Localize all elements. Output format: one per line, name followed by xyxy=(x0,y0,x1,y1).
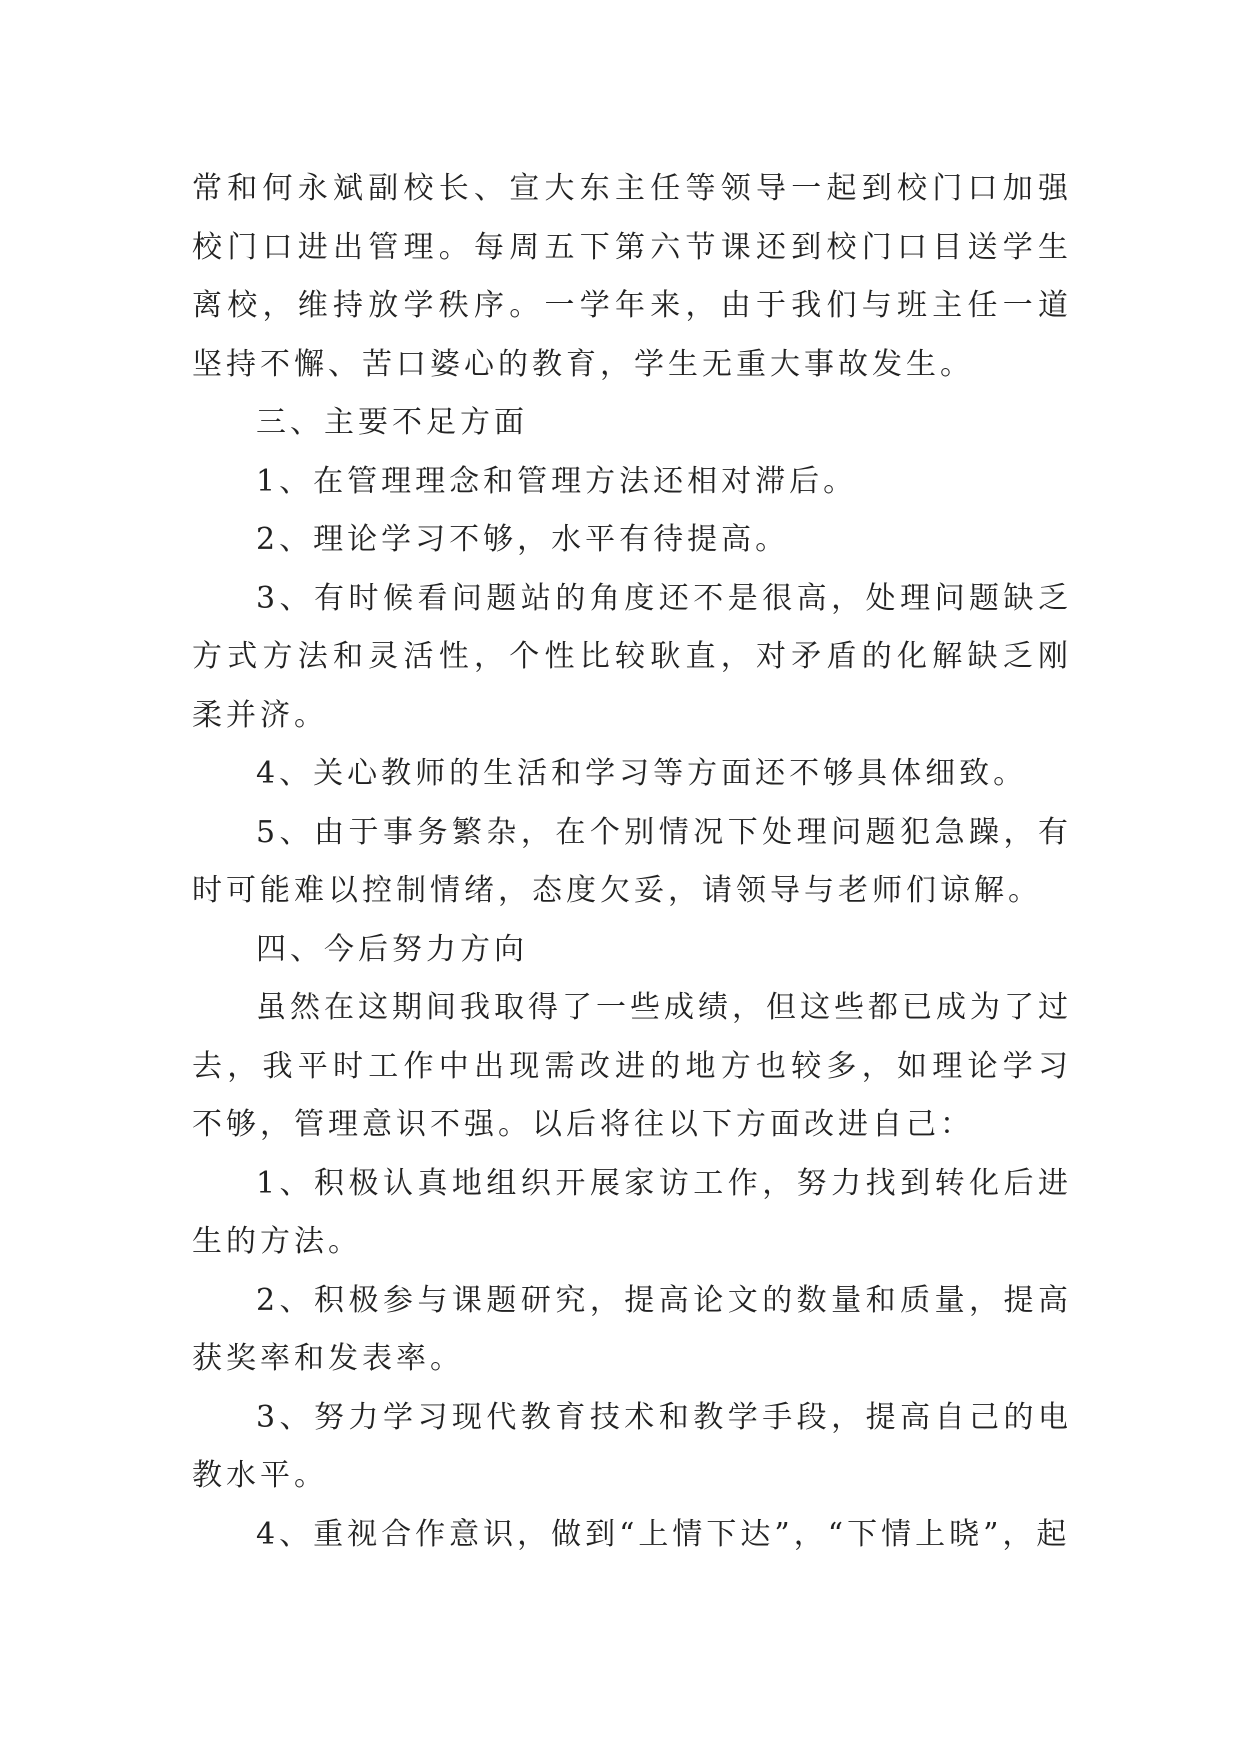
document-body xyxy=(192,160,1072,1564)
shortcoming-item-3: 3、有时候看问题站的角度还不是很高，处理问题缺乏方式方法和灵活性，个性比较耿直，对矛盾的化解缺乏刚柔并济。 xyxy=(192,580,1072,733)
improvement-item-3: 3、努力学习现代教育技术和教学手段，提高自己的电教水平。 xyxy=(192,1399,1072,1493)
section-heading-future-direction: 四、今后努力方向 xyxy=(256,931,528,967)
paragraph-future-intro: 虽然在这期间我取得了一些成绩，但这些都已成为了过去，我平时工作中出现需改进的地方也较多，如理论学习不够，管理意识不强。以后将往以下方面改进自己： xyxy=(192,990,1072,1142)
shortcoming-item-2: 2、理论学习不够，水平有待提高。 xyxy=(256,522,790,557)
shortcoming-item-5: 5、由于事务繁杂，在个别情况下处理问题犯急躁，有时可能难以控制情绪，态度欠妥，请领导与老师们谅解。 xyxy=(192,814,1072,908)
paragraph-school-gate-management: 常和何永斌副校长、宣大东主任等领导一起到校门口加强校门口进出管理。每周五下第六节课还到校门口目送学生离校，维持放学秩序。一学年来，由于我们与班主任一道坚持不懈、苦口婆心的教育，学生无重大事故发生。 xyxy=(192,171,1072,382)
improvement-item-2: 2、积极参与课题研究，提高论文的数量和质量，提高获奖率和发表率。 xyxy=(192,1282,1072,1376)
improvement-item-1: 1、积极认真地组织开展家访工作，努力找到转化后进生的方法。 xyxy=(192,1165,1072,1259)
section-heading-shortcomings: 三、主要不足方面 xyxy=(256,405,528,440)
shortcoming-item-1: 1、在管理理念和管理方法还相对滞后。 xyxy=(256,463,858,499)
improvement-item-4: 4、重视合作意识，做到“上情下达”，“下情上晓”，起 xyxy=(256,1516,1071,1552)
shortcoming-item-4: 4、关心教师的生活和学习等方面还不够具体细致。 xyxy=(256,756,1028,791)
